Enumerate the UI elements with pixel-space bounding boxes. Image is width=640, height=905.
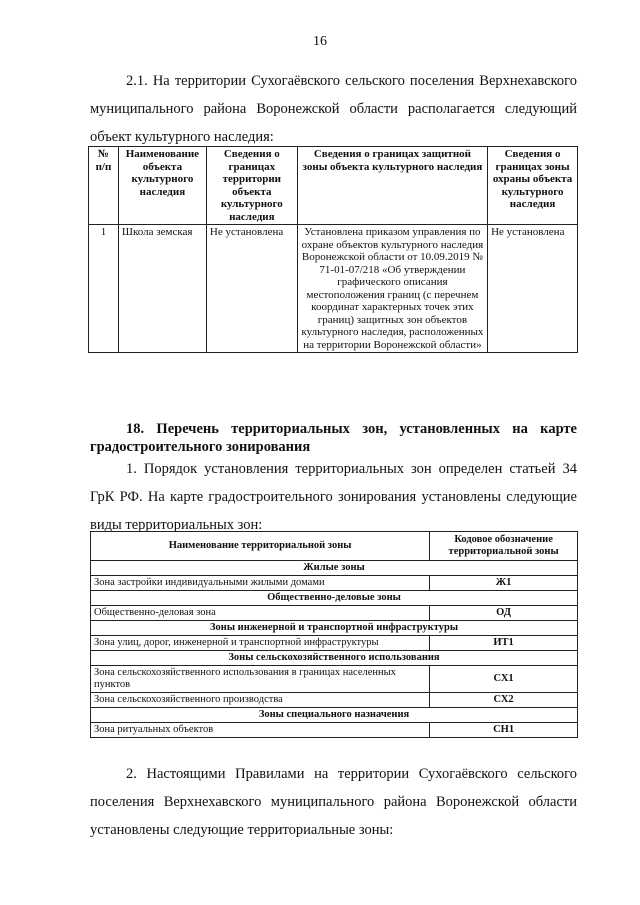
zone-code: Ж1 <box>430 576 578 591</box>
zone-group-title: Жилые зоны <box>91 561 578 576</box>
table-row <box>91 576 578 591</box>
zone-group-title: Зоны сельскохозяйственного использования <box>91 651 578 666</box>
zone-group-row <box>91 591 578 606</box>
table-row <box>91 606 578 621</box>
zone-code: ОД <box>430 606 578 621</box>
section-title <box>90 420 577 456</box>
zone-group-row <box>91 651 578 666</box>
table-row <box>89 225 578 353</box>
cell-security-zone: Не установлена <box>488 225 578 353</box>
header-num: № п/п <box>89 147 119 225</box>
paragraph-2-text: 2. Настоящими Правилами на территории Сухогаёвского сельского поселения Верхнехавского муниципального района Воронежской области установлены следующие территориальные зоны: <box>90 766 577 838</box>
cell-name: Школа земская <box>118 225 206 353</box>
zone-code: СХ1 <box>430 666 578 693</box>
zone-name: Зона сельскохозяйственного использования в границах населенных пунктов <box>91 666 430 693</box>
paragraph-1 <box>90 455 577 539</box>
zone-group-title: Общественно-деловые зоны <box>91 591 578 606</box>
table-row <box>91 723 578 738</box>
heritage-table <box>88 146 578 353</box>
zone-code: СН1 <box>430 723 578 738</box>
zone-code: СХ2 <box>430 693 578 708</box>
zone-name: Зона застройки индивидуальными жилыми домами <box>91 576 430 591</box>
zone-name: Общественно-деловая зона <box>91 606 430 621</box>
header-name: Наименование объекта культурного наследия <box>118 147 206 225</box>
header-security-zone: Сведения о границах зоны охраны объекта культурного наследия <box>488 147 578 225</box>
zone-group-row <box>91 561 578 576</box>
zone-name: Зона ритуальных объектов <box>91 723 430 738</box>
table-row <box>91 693 578 708</box>
zones-table <box>90 531 578 738</box>
intro-text: 2.1. На территории Сухогаёвского сельского поселения Верхнехавского муниципального района Воронежской области располагается следующий объект культурного наследия: <box>90 73 577 145</box>
zone-name: Зона улиц, дорог, инженерной и транспортной инфраструктуры <box>91 636 430 651</box>
header-protective-zone: Сведения о границах защитной зоны объекта культурного наследия <box>297 147 487 225</box>
zone-code: ИТ1 <box>430 636 578 651</box>
zones-table-header <box>91 532 578 561</box>
zone-group-row <box>91 621 578 636</box>
intro-paragraph <box>90 67 577 151</box>
page-number: 16 <box>313 34 327 49</box>
table-row <box>91 666 578 693</box>
header-territory: Сведения о границах территории объекта культурного наследия <box>206 147 297 225</box>
zone-group-title: Зоны инженерной и транспортной инфраструктуры <box>91 621 578 636</box>
cell-num: 1 <box>89 225 119 353</box>
paragraph-1-text: 1. Порядок установления территориальных зон определен статьей 34 ГрК РФ. На карте градостроительного зонирования установлены следующие виды территориальных зон: <box>90 461 577 533</box>
zone-group-title: Зоны специального назначения <box>91 708 578 723</box>
heritage-table-header <box>89 147 578 225</box>
zone-group-row <box>91 708 578 723</box>
header-zone-code: Кодовое обозначение территориальной зоны <box>430 532 578 561</box>
header-zone-name: Наименование территориальной зоны <box>91 532 430 561</box>
cell-territory: Не установлена <box>206 225 297 353</box>
zone-name: Зона сельскохозяйственного производства <box>91 693 430 708</box>
table-row <box>91 636 578 651</box>
paragraph-2 <box>90 760 577 844</box>
section-title-text: 18. Перечень территориальных зон, установленных на карте градостроительного зонирования <box>90 421 577 455</box>
cell-protective-zone: Установлена приказом управления по охране объектов культурного наследия Воронежской области от 10.09.2019 № 71-01-07/218 «Об утверждении графического описания местоположения границ (с перечнем координат характерных точек этих границ) защитных зон объектов культурного наследия, расположенных на территории Воронежской области» <box>297 225 487 353</box>
